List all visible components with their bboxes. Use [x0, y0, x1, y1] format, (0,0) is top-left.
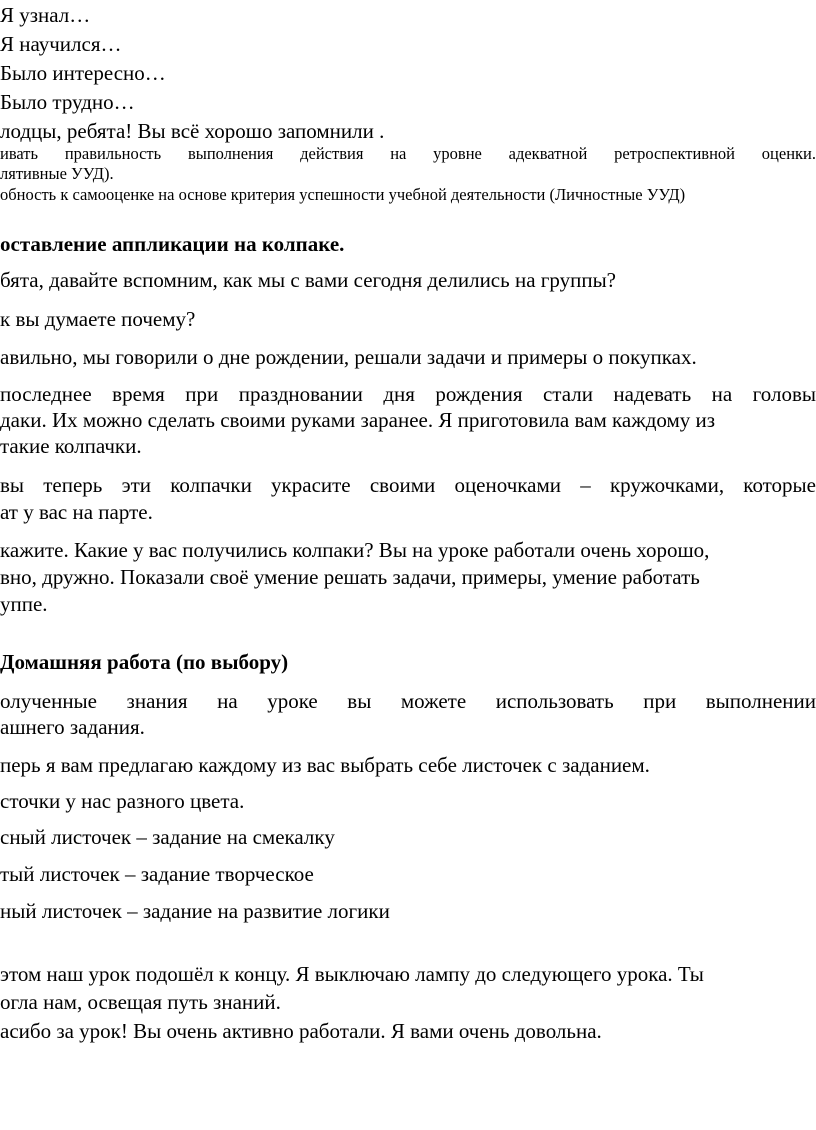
closing-line: этом наш урок подошёл к концу. Я выключаю лампу до следующего урока. Ты: [0, 962, 704, 986]
paragraph-line: бята, давайте вспомним, как мы с вами сегодня делились на группы?: [0, 268, 617, 292]
section-heading-homework: Домашняя работа (по выбору): [0, 650, 289, 674]
homework-option-green: ный листочек – задание на развитие логики: [0, 899, 390, 923]
paragraph-line: ат у вас на парте.: [0, 500, 153, 524]
paragraph-line: вно, дружно. Показали своё умение решать задачи, примеры, умение работать: [0, 565, 700, 589]
regulative-uud-line: ивать правильность выполнения действия на уровне адекватной ретроспективной оценки.: [0, 144, 816, 163]
reflection-difficult: Было трудно…: [0, 90, 135, 114]
paragraph-line: кажите. Какие у вас получились колпаки? Вы на уроке работали очень хорошо,: [0, 538, 710, 562]
paragraph-line: ашнего задания.: [0, 715, 145, 739]
homework-option-red: сный листочек – задание на смекалку: [0, 825, 335, 849]
regulative-uud-tail: лятивные УУД).: [0, 164, 114, 183]
praise-line: лодцы, ребята! Вы всё хорошо запомнили .: [0, 119, 385, 143]
reflection-learned: Я узнал…: [0, 3, 91, 27]
section-heading-applique: оставление аппликации на колпаке.: [0, 232, 345, 256]
paragraph-line: уппе.: [0, 592, 48, 616]
paragraph-line: перь я вам предлагаю каждому из вас выбрать себе листочек с заданием.: [0, 753, 650, 777]
paragraph-line: к вы думаете почему?: [0, 307, 196, 331]
paragraph-line: олученные знания на уроке вы можете использовать при выполнении: [0, 689, 816, 713]
paragraph-line: сточки у нас разного цвета.: [0, 789, 245, 813]
personal-uud-line: обность к самооценке на основе критерия успешности учебной деятельности (Личностные УУД): [0, 185, 686, 204]
reflection-learned-skill: Я научился…: [0, 32, 122, 56]
paragraph-line: последнее время при праздновании дня рождения стали надевать на головы: [0, 382, 816, 406]
paragraph-line: вы теперь эти колпачки украсите своими оценочками – кружочками, которые: [0, 473, 816, 497]
reflection-interesting: Было интересно…: [0, 61, 166, 85]
paragraph-line: такие колпачки.: [0, 434, 142, 458]
homework-option-yellow: тый листочек – задание творческое: [0, 862, 314, 886]
paragraph-line: авильно, мы говорили о дне рождении, решали задачи и примеры о покупках.: [0, 345, 697, 369]
closing-thanks: асибо за урок! Вы очень активно работали. Я вами очень довольна.: [0, 1019, 602, 1043]
paragraph-line: даки. Их можно сделать своими руками заранее. Я приготовила вам каждому из: [0, 408, 716, 432]
closing-line: огла нам, освещая путь знаний.: [0, 990, 281, 1014]
